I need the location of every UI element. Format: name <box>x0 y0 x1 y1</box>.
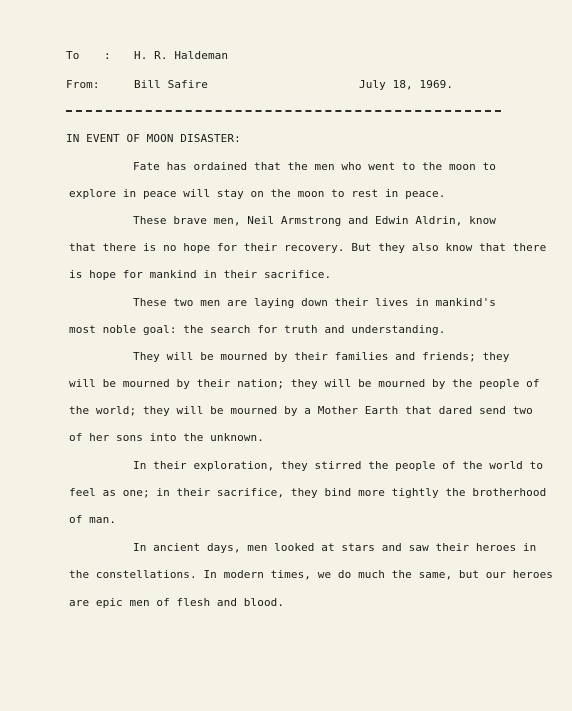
to-label: To <box>66 49 80 62</box>
body-line: is hope for mankind in their sacrifice. <box>69 268 332 281</box>
body-line: These brave men, Neil Armstrong and Edwin Aldrin, know <box>133 214 497 227</box>
body-line: of her sons into the unknown. <box>69 431 264 444</box>
body-line: that there is no hope for their recovery. But they also know that there <box>69 241 547 254</box>
body-line: the world; they will be mourned by a Mother Earth that dared send two <box>69 404 533 417</box>
memo-heading: IN EVENT OF MOON DISASTER: <box>66 132 241 145</box>
from-label: From: <box>66 78 100 91</box>
body-line: are epic men of flesh and blood. <box>69 596 285 609</box>
body-line: most noble goal: the search for truth and understanding. <box>69 323 446 336</box>
body-line: These two men are laying down their lives in mankind's <box>133 296 497 309</box>
separator-line <box>66 110 501 112</box>
body-line: In ancient days, men looked at stars and saw their heroes in <box>133 541 537 554</box>
recipient-name: H. R. Haldeman <box>134 49 229 62</box>
sender-name: Bill Safire <box>134 78 208 91</box>
body-line: the constellations. In modern times, we do much the same, but our heroes <box>69 568 554 581</box>
body-line: In their exploration, they stirred the people of the world to <box>133 459 544 472</box>
body-line: will be mourned by their nation; they will be mourned by the people of <box>69 377 540 390</box>
body-line: They will be mourned by their families and friends; they <box>133 350 510 363</box>
body-line: explore in peace will stay on the moon to rest in peace. <box>69 187 446 200</box>
body-line: feel as one; in their sacrifice, they bind more tightly the brotherhood <box>69 486 547 499</box>
to-separator: : <box>104 49 111 62</box>
memo-date: July 18, 1969. <box>359 78 454 91</box>
body-line: Fate has ordained that the men who went to the moon to <box>133 160 497 173</box>
body-line: of man. <box>69 513 117 526</box>
